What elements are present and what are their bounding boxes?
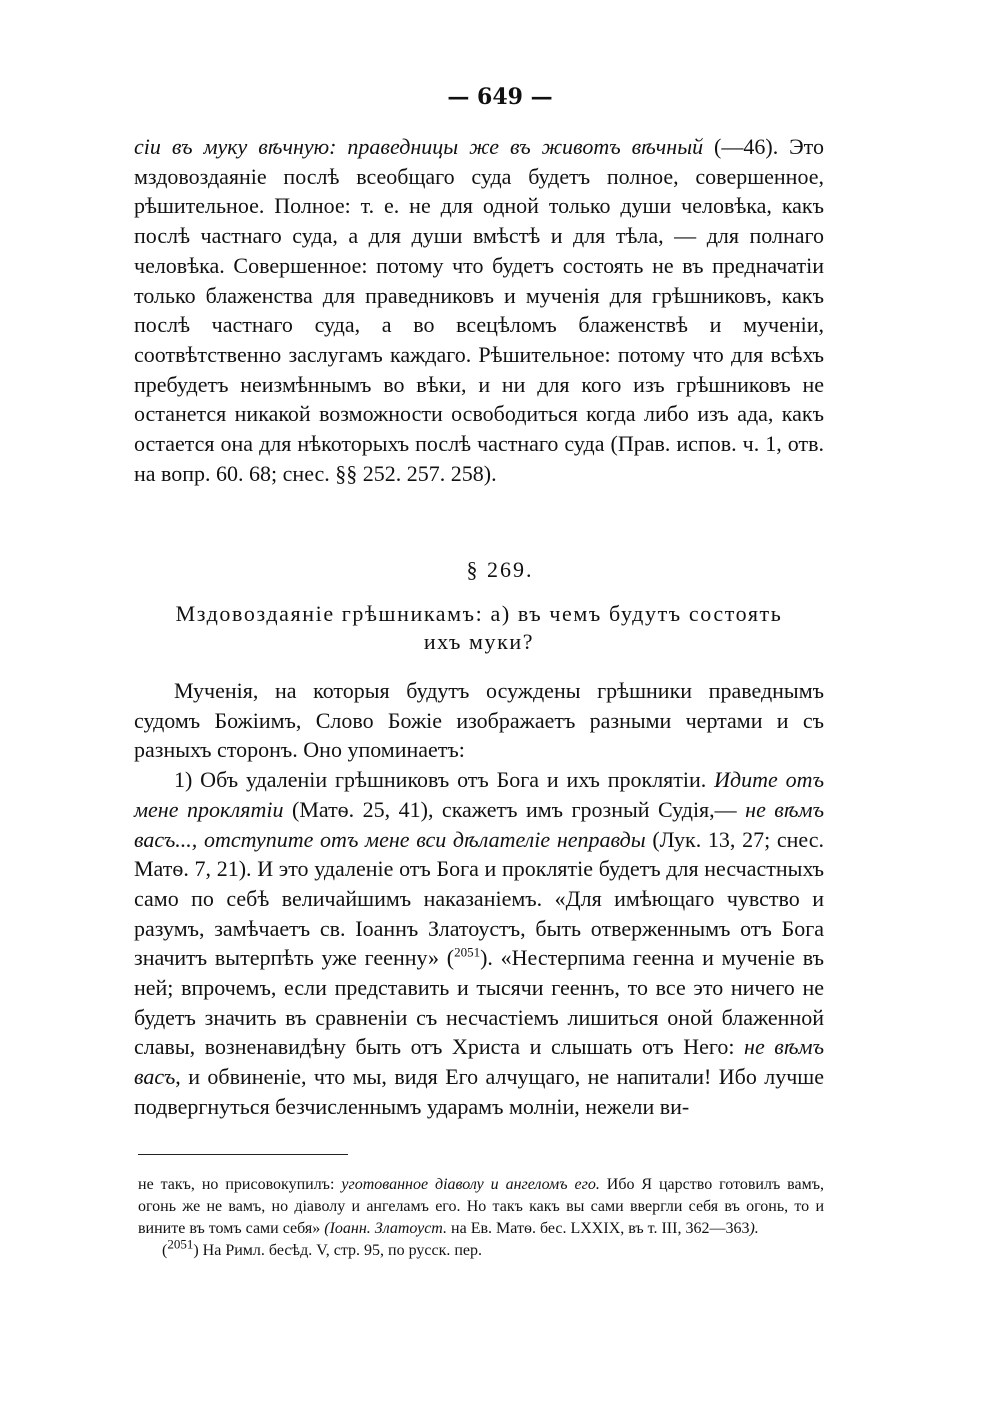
section-title <box>134 600 824 656</box>
paragraph-text: (Матѳ. 25, 41), скажетъ имъ грозный Судія,— <box>283 796 746 822</box>
footnote-2051 <box>138 1236 824 1262</box>
intro-paragraph: Мученія, на которыя будутъ осуждены грѣшники праведнымъ судомъ Божіимъ, Слово Божіе изображаетъ разными чертами и съ разныхъ сторонъ. Оно упоминаетъ: <box>134 678 824 763</box>
scripture-quote: не вѣмъ васъ..., отступите отъ мене вси дѣлателіе неправды <box>134 796 824 852</box>
section-title-line-2: ихъ муки? <box>423 629 535 654</box>
section-body <box>134 676 824 1122</box>
scripture-quote: сіи въ муку вѣчную: праведницы же въ животъ вѣчный <box>134 134 704 159</box>
section-number: § 269. <box>466 557 534 582</box>
footnote-text: не такъ, но присовокупилъ: <box>138 1176 342 1193</box>
scripture-quote: Идите отъ мене проклятіи <box>134 767 824 822</box>
paragraph-text: ). «Нестерпима геенна и мученіе въ ней; впрочемъ, если представить и тысячи гееннъ, то все это ничего не будетъ значить въ сравненіи съ несчастіемъ лишиться оной блаженной славы, возненавидѣну быть отъ Христа и слышать отъ Него: <box>134 945 824 1060</box>
page-number: — 649 — <box>447 84 553 110</box>
footnote-text: Ибо Я царство готовилъ вамъ, огонь же не вамъ, но діаволу и ангеламъ его. Но такъ какъ вы сами ввергли себя въ огонь, то и вините въ томъ сами себя» <box>138 1176 825 1237</box>
footnote-continued <box>138 1174 824 1240</box>
footnote-citation: (Іоанн. Златоуст. <box>324 1220 448 1237</box>
point-1-heading: 1) Объ удаленіи грѣшниковъ отъ Бога и ихъ проклятіи. <box>174 767 715 793</box>
continued-paragraph <box>134 132 824 488</box>
footnotes <box>138 1174 824 1262</box>
paragraph-text <box>134 132 824 488</box>
footnote-quote: уготованное діаволу и ангеломъ его. <box>341 1176 600 1193</box>
footnote-open-paren: ( <box>162 1242 168 1259</box>
footnote-divider <box>138 1154 348 1155</box>
footnote-citation-end: ). <box>749 1220 759 1237</box>
paragraph-body: (—46). Это мздовоздаяніе послѣ всеобщаго суда будетъ полное, совершенное, рѣшительное. Полное: т. е. не для одной только души человѣка, какъ послѣ частнаго суда, а для души вмѣстѣ и для тѣла, — для полнаго человѣка. Совершенное: потому что будетъ состоять не въ предначатіи только блаженства для праведниковъ и мученія для грѣшниковъ, какъ послѣ частнаго суда, а во всецѣломъ блаженствѣ и мученіи, соотвѣтственно заслугамъ каждаго. Рѣшительное: потому что для всѣхъ пребудетъ неизмѣннымъ во вѣки, и ни для кого изъ грѣшниковъ не останется никакой возможности освободиться когда либо изъ ада, какъ остается она для нѣкоторыхъ послѣ частнаго суда (Прав. испов. ч. 1, отв. на вопр. 60. 68; снес. §§ 252. 257. 258). <box>134 134 824 486</box>
paragraph-text: (Лук. 13, 27; снес. Матѳ. 7, 21). И это удаленіе отъ Бога и проклятіе будетъ для несчастныхъ само по себѣ величайшимъ наказаніемъ. «Для имѣющаго чувство и разумъ, замѣчаетъ св. Іоаннъ Златоустъ, быть отверженнымъ отъ Бога значитъ вытерпѣть уже геенну» ( <box>134 826 824 971</box>
section-title-line-1: Мздовоздаяніе грѣшникамъ: а) въ чемъ будутъ состоять <box>175 601 783 626</box>
point-1-paragraph <box>134 765 824 1121</box>
footnote-ref[interactable]: 2051 <box>454 945 481 960</box>
scripture-quote: не вѣмъ васъ <box>134 1034 824 1090</box>
paragraph-text: , и обвиненіе, что мы, видя Его алчущаго, не напитали! Ибо лучше подвергнуться безчисленнымъ ударамъ молніи, нежели ви- <box>134 1064 824 1119</box>
footnote-text: на Ев. Матѳ. бес. LXXIX, въ т. III, 362—363 <box>447 1220 750 1237</box>
footnote-number: 2051 <box>167 1236 194 1252</box>
footnote-text: ) На Римл. бесѣд. V, стр. 95, по русск. пер. <box>193 1242 483 1259</box>
